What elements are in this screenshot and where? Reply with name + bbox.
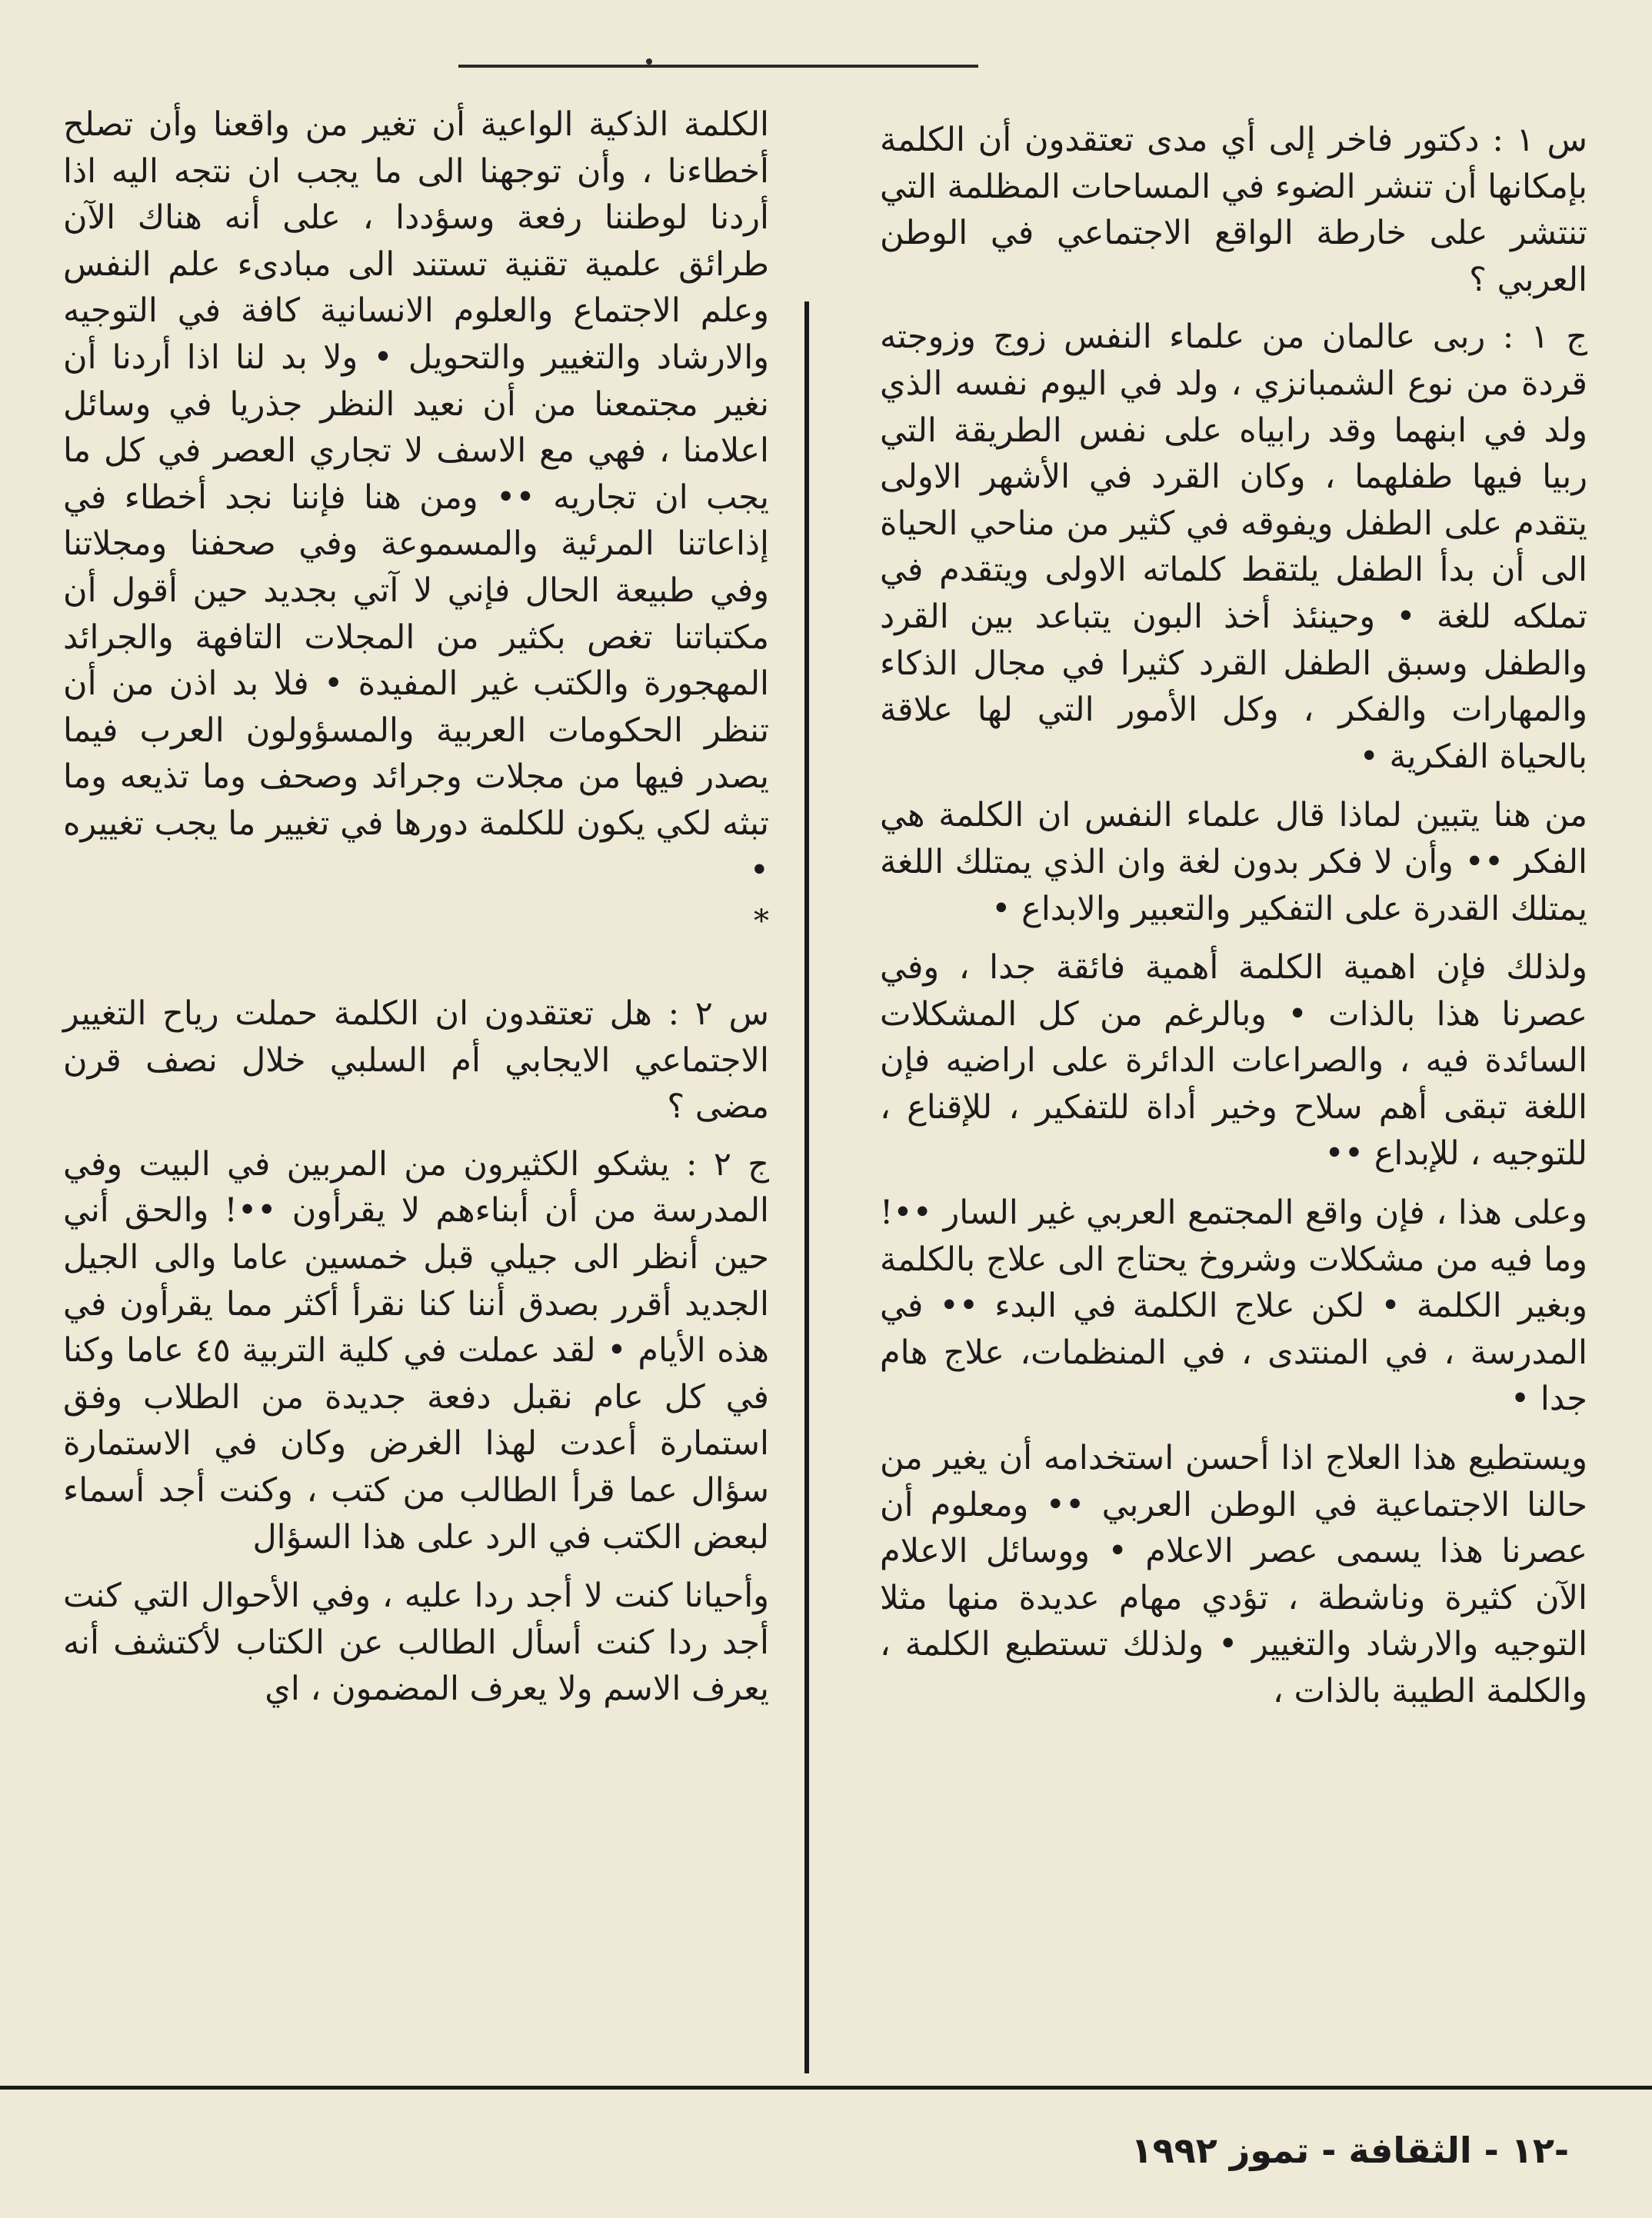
column-divider — [804, 301, 809, 2073]
right-column — [880, 117, 1587, 1727]
answer-1-paragraph-2: من هنا يتبين لماذا قال علماء النفس ان الكلمة هي الفكر •• وأن لا فكر بدون لغة وان الذي يمتلك اللغة يمتلك القدرة على التفكير والتعبير والابداع • — [880, 796, 1587, 928]
magazine-name: - الثقافة — [1348, 2130, 1510, 2171]
question-2: س ٢ : هل تعتقدون ان الكلمة حملت رياح التغيير الاجتماعي الايجابي أم السلبي خلال نصف قرن مضى ؟ — [63, 994, 769, 1127]
left-column — [63, 102, 769, 1725]
answer-1-continuation: الكلمة الذكية الواعية أن تغير من واقعنا وأن تصلح أخطاءنا ، وأن توجهنا الى ما يجب ان نتجه اليه اذا أردنا لوطننا رفعة وسؤددا ، على أنه هناك الآن طرائق علمية تقنية تستند الى مبادىء علم النفس وعلم الاجتماع والعلوم الانسانية كافة في التوجيه والارشاد والتغيير والتحويل • ولا بد لنا اذا أردنا أن نغير مجتمعنا من أن نعيد النظر جذريا في وسائل اعلامنا ، فهي مع الاسف لا تجاري العصر في كل ما يجب ان تجاريه •• ومن هنا فإننا نجد أخطاء في إذاعاتنا المرئية والمسموعة وفي صحفنا ومجلاتنا وفي طبيعة الحال فإني لا آتي بجديد حين أقول أن مكتباتنا تغص بكثير من المجلات التافهة والجرائد المهجورة والكتب غير المفيدة • فلا بد اذن من أن تنظر الحكومات العربية والمسؤولون العرب فيما يصدر فيها من مجلات وجرائد وصحف وما تذيعه وما تبثه لكي يكون للكلمة دورها في تغيير ما يجب تغييره • — [63, 105, 769, 890]
answer-1-paragraph-5: ويستطيع هذا العلاج اذا أحسن استخدامه أن يغير من حالنا الاجتماعية في الوطن العربي •• ومعلوم أن عصرنا هذا يسمى عصر الاعلام • ووسائل الاعلام الآن كثيرة وناشطة ، تؤدي مهام عديدة منها مثلا التوجيه والارشاد والتغيير • ولذلك تستطيع الكلمة ، والكلمة الطيبة بالذات ، — [880, 1439, 1587, 1710]
top-rule-dot — [646, 58, 652, 65]
page-footer — [1131, 2129, 1569, 2172]
answer-1-paragraph-1: ج ١ : ربى عالمان من علماء النفس زوج وزوجته قردة من نوع الشمبانزي ، ولد في اليوم نفسه الذي ولد في ابنهما وقد رابياه على نفس الطريقة التي ربيا فيها طفلهما ، وكان القرد في الأشهر الاولى يتقدم على الطفل ويفوقه في كثير من مناحي الحياة الى أن بدأ الطفل يلتقط كلماته الاولى ويتقدم في تملكه للغة • وحينئذ أخذ البون يتباعد بين القرد والطفل وسبق الطفل القرد كثيرا في مجال الذكاء والمهارات والفكر ، وكل الأمور التي لها علاقة بالحياة الفكرية • — [880, 318, 1587, 776]
answer-1-paragraph-4: وعلى هذا ، فإن واقع المجتمع العربي غير السار ••! وما فيه من مشكلات وشروخ يحتاج الى علاج بالكلمة وبغير الكلمة • لكن علاج الكلمة في البدء •• في المدرسة ، في المنتدى ، في المنظمات، علاج هام جدا • — [880, 1194, 1587, 1419]
answer-2-paragraph-1: ج ٢ : يشكو الكثيرون من المربين في البيت وفي المدرسة من أن أبناءهم لا يقرأون ••! والحق أني حين أنظر الى جيلي قبل خمسين عاما والى الجيل الجديد أقرر بصدق أننا كنا نقرأ أكثر مما يقرأون في هذه الأيام • لقد عملت في كلية التربية ٤٥ عاما وكنا في كل عام نقبل دفعة جديدة من الطلاب وفق استمارة أعدت لهذا الغرض وكان في الاستمارة سؤال عما قرأ الطالب من كتب ، وكنت أجد أسماء لبعض الكتب في الرد على هذا السؤال — [63, 1144, 769, 1557]
footer-rule — [0, 2086, 1652, 2090]
top-rule — [458, 65, 978, 68]
question-1: س ١ : دكتور فاخر إلى أي مدى تعتقدون أن الكلمة بإمكانها أن تنشر الضوء في المساحات المظلمة التي تنتشر على خارطة الواقع الاجتماعي في الوطن العربي ؟ — [880, 121, 1587, 299]
section-separator: * — [754, 904, 769, 940]
answer-1-paragraph-3: ولذلك فإن اهمية الكلمة أهمية فائقة جدا ، وفي عصرنا هذا بالذات • وبالرغم من كل المشكلات السائدة فيه ، والصراعات الدائرة على اراضيه فإن اللغة تبقى أهم سلاح وخير أداة للتفكير ، للإقناع ، للتوجيه ، للإبداع •• — [880, 948, 1587, 1174]
answer-2-paragraph-2: وأحيانا كنت لا أجد ردا عليه ، وفي الأحوال التي كنت أجد ردا كنت أسأل الطالب عن الكتاب لأكتشف أنه يعرف الاسم ولا يعرف المضمون ، اي — [63, 1577, 769, 1709]
page-number: -١٢ — [1510, 2130, 1569, 2171]
issue-date: - تموز ١٩٩٢ — [1131, 2130, 1349, 2171]
